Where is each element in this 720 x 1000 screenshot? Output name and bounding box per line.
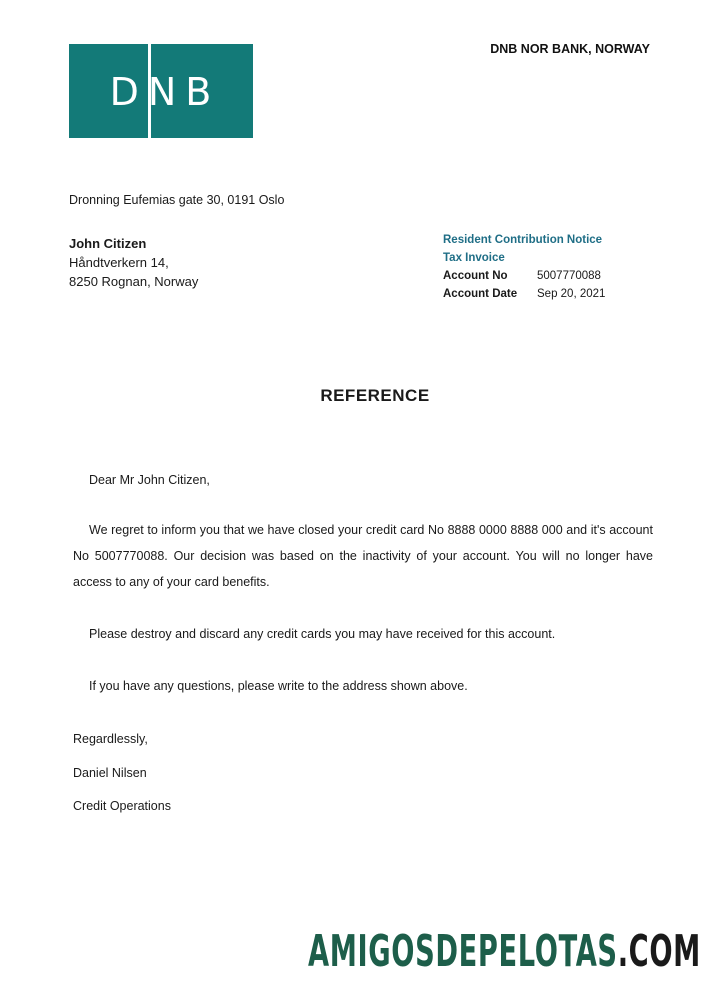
paragraph-destroy-cards: Please destroy and discard any credit cards you may have received for this account. [89,627,556,641]
recipient-city: 8250 Rognan, Norway [69,274,199,289]
recipient-name: John Citizen [69,236,147,251]
bank-address: Dronning Eufemias gate 30, 0191 Oslo [69,193,285,207]
recipient-address-block [69,234,198,291]
account-no-value: 5007770088 [537,270,601,282]
recipient-street: Håndtverkern 14, [69,255,169,270]
watermark-tld: .COM [617,926,701,977]
bank-name: DNB NOR BANK, NORWAY [490,42,650,56]
watermark-main: AMIGOSDEPELOTAS [308,926,618,977]
signer-name: Daniel Nilsen [73,766,147,780]
account-date-value: Sep 20, 2021 [537,288,606,300]
account-notice-block [443,231,605,303]
site-watermark [308,922,701,982]
closing: Regardlessly, [73,732,148,746]
notice-subtitle: Tax Invoice [443,252,505,264]
dnb-logo [69,44,253,138]
notice-title: Resident Contribution Notice [443,234,603,246]
account-no-row [443,267,605,285]
department: Credit Operations [73,799,171,813]
logo-text: DNB [109,70,221,114]
account-date-label: Account Date [443,288,518,300]
account-date-row [443,285,605,303]
account-no-label: Account No [443,270,508,282]
salutation: Dear Mr John Citizen, [89,473,210,487]
paragraph-questions: If you have any questions, please write to the address shown above. [89,679,468,693]
paragraph-closure: We regret to inform you that we have closed your credit card No 8888 0000 8888 000 and it's account No 5007770088. Our decision was based on the inactivity of your account. You will no longer have access to any of your card benefits. [73,523,653,589]
letter-title: REFERENCE [320,386,430,405]
